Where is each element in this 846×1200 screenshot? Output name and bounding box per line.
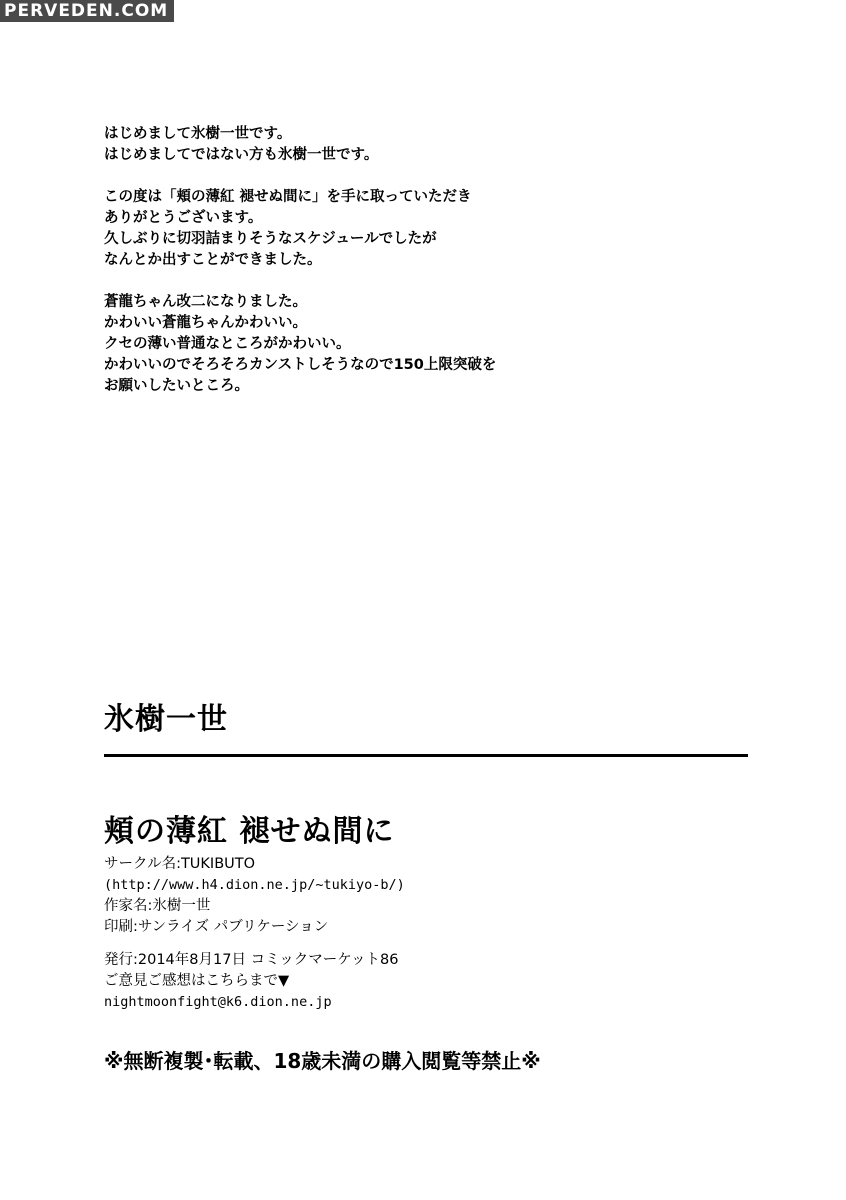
- book-title: 頬の薄紅 褪せぬ間に: [104, 814, 395, 849]
- afterword-line: お願いしたいところ。: [104, 378, 249, 394]
- circle-url: (http://www.h4.dion.ne.jp/~tukiyo-b/): [104, 877, 405, 893]
- circle-name: サークル名:TUKIBUTO: [104, 856, 256, 872]
- afterword-text: [104, 124, 724, 418]
- afterword-line: ありがとうございます。: [104, 210, 263, 226]
- colophon-spacer: [104, 938, 744, 950]
- watermark-logo: PERVEDEN.COM: [0, 0, 174, 22]
- afterword-line: かわいいのでそろそろカンストしそうなので150上限突破を: [104, 357, 497, 373]
- contact-email: nightmoonfight@k6.dion.ne.jp: [104, 994, 332, 1010]
- afterword-line: クセの薄い普通なところがかわいい。: [104, 336, 351, 352]
- afterword-line: なんとか出すことができました。: [104, 252, 322, 268]
- afterword-paragraph-3: [104, 292, 724, 397]
- afterword-line: この度は「頬の薄紅 褪せぬ間に」を手に取っていただき: [104, 189, 472, 205]
- author-name: 作家名:氷樹一世: [104, 898, 211, 914]
- feedback-label: ご意見ご感想はこちらまで▼: [104, 973, 290, 989]
- afterword-line: かわいい蒼龍ちゃんかわいい。: [104, 315, 307, 331]
- author-heading: 氷樹一世: [104, 702, 228, 737]
- afterword-line: はじめまして氷樹一世です。: [104, 126, 292, 142]
- issue-date: 発行:2014年8月17日 コミックマーケット86: [104, 952, 399, 968]
- copyright-notice: ※無断複製･転載、18歳未満の購入閲覧等禁止※: [104, 1049, 541, 1073]
- divider-rule: [104, 754, 748, 757]
- afterword-line: 蒼龍ちゃん改二になりました。: [104, 294, 307, 310]
- afterword-line: はじめましてではない方も氷樹一世です。: [104, 147, 379, 163]
- afterword-paragraph-2: [104, 187, 724, 271]
- afterword-paragraph-1: [104, 124, 724, 166]
- colophon: [104, 854, 744, 1013]
- printer-name: 印刷:サンライズ パブリケーション: [104, 919, 329, 935]
- afterword-line: 久しぶりに切羽詰まりそうなスケジュールでしたが: [104, 231, 437, 247]
